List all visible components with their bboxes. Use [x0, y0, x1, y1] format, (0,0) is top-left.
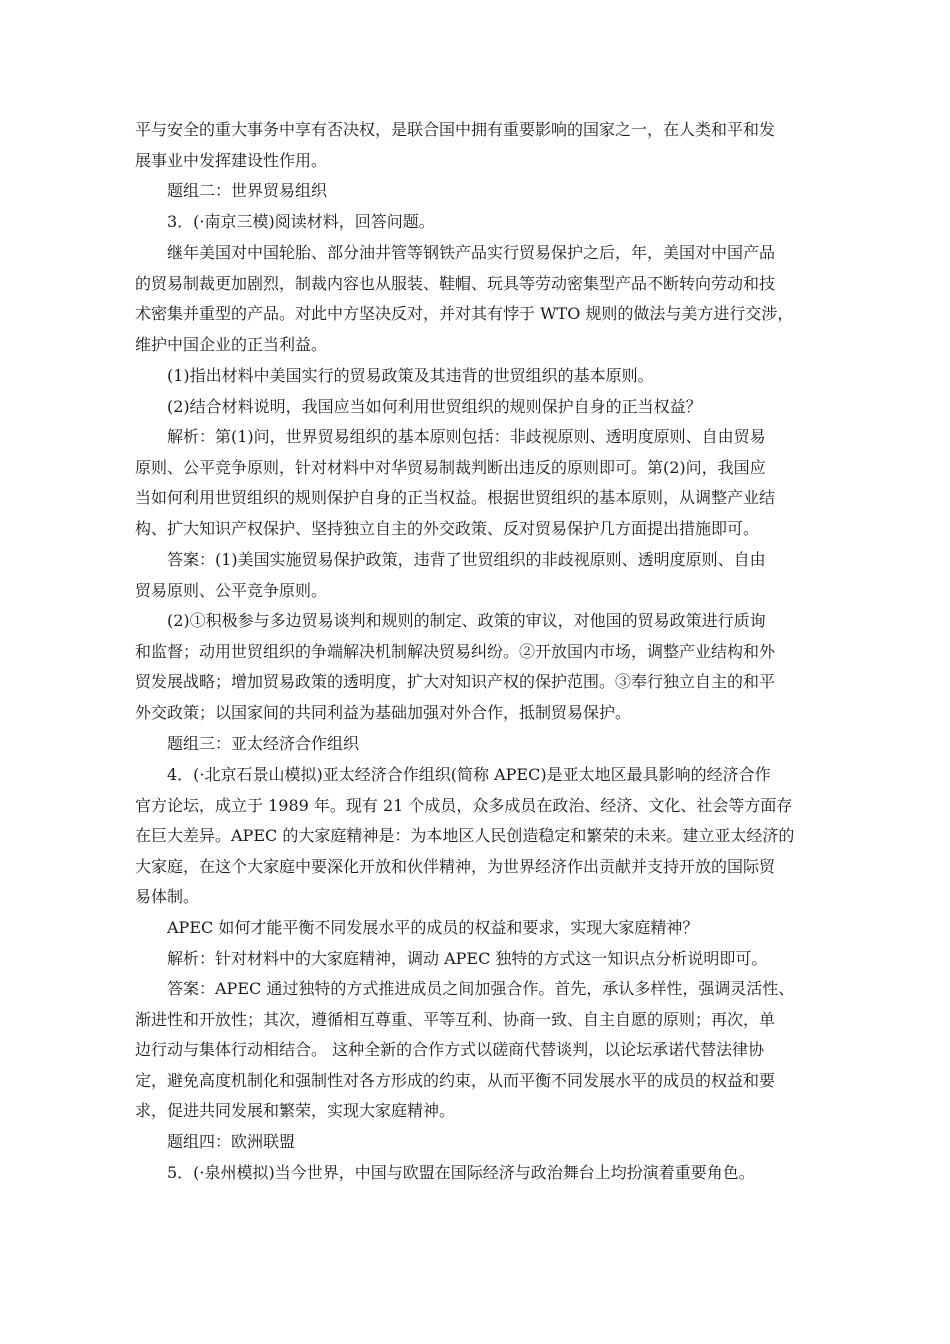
- question-3-answer-2: (2)①积极参与多边贸易谈判和规则的制定、政策的审议，对他国的贸易政策进行质询 和监督；动用世贸组织的争端解决机制解决贸易纠纷。②开放国内市场，调整产业结构和外 贸发展战略；增加贸易政策的透明度，扩大对知识产权的保护范围。③奉行独立自主的和平 外交政策；以国家间的共同利益为基础加强对外合作，抵制贸易保护。: [135, 611, 776, 722]
- question-3-part-1: (1)指出材料中美国实行的贸易政策及其违背的世贸组织的基本原则。: [167, 366, 654, 385]
- question-4-answer: 答案：APEC 通过独特的方式推进成员之间加强合作。首先，承认多样性，强调灵活性、 渐进性和开放性；其次，遵循相互尊重、平等互利、协商一致、自主自愿的原则；再次，单 边行动与集体行动相结合。 这种全新的合作方式以磋商代替谈判，以论坛承诺代替法律协 定，避免高度机制化和强制性对各方形成的约束，从而平衡不同发展水平的成员的权益和要 求，促进共同发展和繁荣，实现大家庭精神。: [135, 979, 795, 1121]
- question-4-analysis: 解析：针对材料中的大家庭精神，调动 APEC 独特的方式这一知识点分析说明即可。: [167, 949, 768, 968]
- paragraph-continuation: 平与安全的重大事务中享有否决权，是联合国中拥有重要影响的国家之一，在人类和平和发 展事业中发挥建设性作用。: [135, 120, 776, 170]
- section-heading-wto: 题组二：世界贸易组织: [167, 181, 328, 200]
- question-3-material: 继年美国对中国轮胎、部分油井管等钢铁产品实行贸易保护之后，年，美国对中国产品 的贸易制裁更加剧烈，制裁内容也从服装、鞋帽、玩具等劳动密集型产品不断转向劳动和技 术密集并重型的产品。对此中方坚决反对，并对其有悖于 WTO 规则的做法与美方进行交涉， 维护中国企业的正当利益。: [135, 243, 794, 354]
- question-3-part-2: (2)结合材料说明，我国应当如何利用世贸组织的规则保护自身的正当权益？: [167, 397, 702, 416]
- section-heading-apec: 题组三：亚太经济合作组织: [167, 734, 360, 753]
- section-heading-eu: 题组四：欧洲联盟: [167, 1132, 296, 1151]
- question-4-material: 4．(·北京石景山模拟)亚太经济合作组织(简称 APEC)是亚太地区最具影响的经济合作 官方论坛，成立于 1989 年。现有 21 个成员，众多成员在政治、经济、文化、社会等方面存 在巨大差异。APEC 的大家庭精神是：为本地区人民创造稳定和繁荣的未来。建立亚太经济的 大家庭，在这个大家庭中要深化开放和伙伴精神，为世界经济作出贡献并支持开放的国际贸 易体制。: [135, 765, 795, 907]
- question-4-prompt: APEC 如何才能平衡不同发展水平的成员的权益和要求，实现大家庭精神？: [167, 918, 699, 937]
- question-5-header: 5．(·泉州模拟)当今世界，中国与欧盟在国际经济与政治舞台上均扮演着重要角色。: [167, 1163, 755, 1182]
- question-3-analysis: 解析：第(1)问，世界贸易组织的基本原则包括：非歧视原则、透明度原则、自由贸易 原则、公平竞争原则，针对材料中对华贸易制裁判断出违反的原则即可。第(2)问，我国应 当如何利用世贸组织的规则保护自身的正当权益。根据世贸组织的基本原则，从调整产业结 构、扩大知识产权保护、坚持独立自主的外交政策、反对贸易保护几方面提出措施即可。: [135, 427, 776, 538]
- question-3-answer-1: 答案：(1)美国实施贸易保护政策，违背了世贸组织的非歧视原则、透明度原则、自由 贸易原则、公平竞争原则。: [135, 550, 766, 600]
- question-3-header: 3．(·南京三模)阅读材料，回答问题。: [167, 212, 435, 231]
